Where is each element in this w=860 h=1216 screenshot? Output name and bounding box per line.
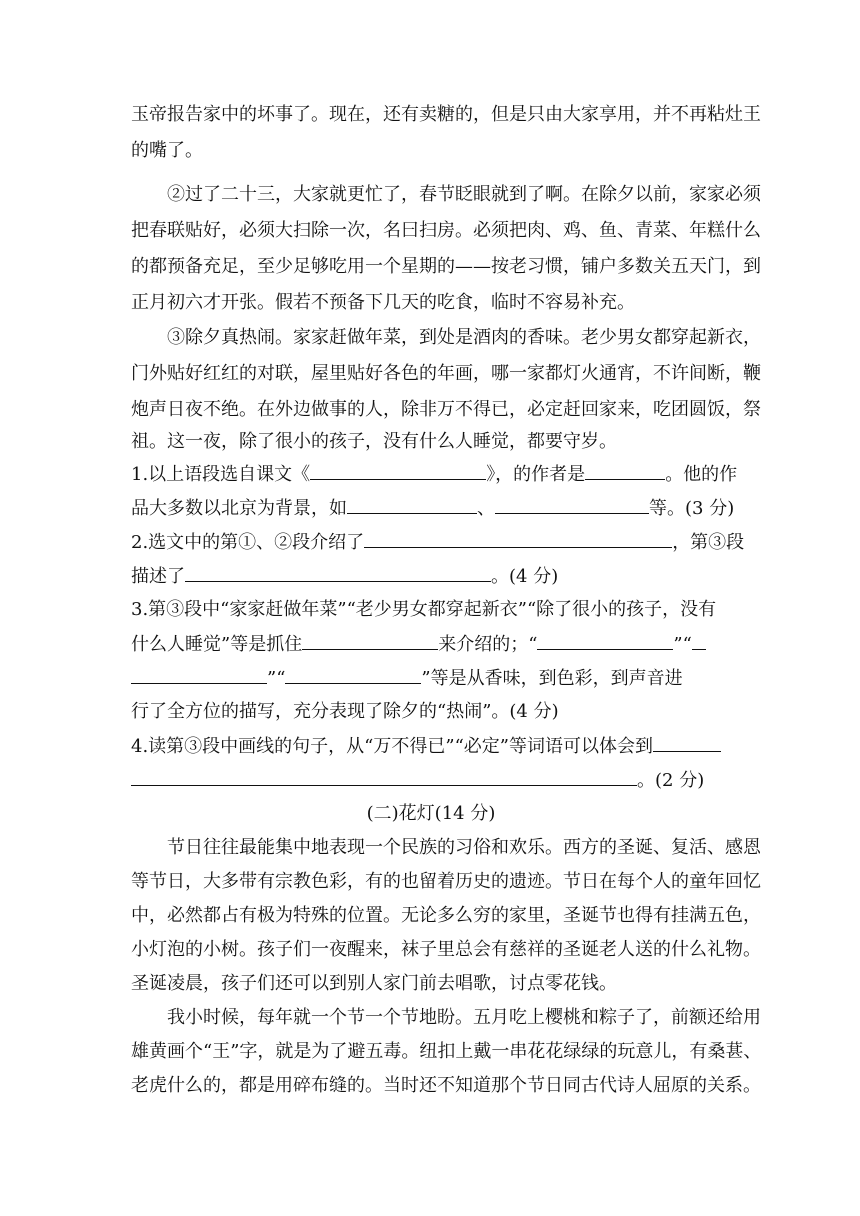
answer-blank[interactable] [310,462,486,480]
answer-blank[interactable] [185,564,491,582]
text-line: 中，必然都占有极为特殊的位置。无论多么穷的家里，圣诞节也得有挂满五色， [131,905,761,926]
answer-blank[interactable] [364,530,672,548]
text-line: 节日往往最能集中地表现一个民族的习俗和欢乐。西方的圣诞、复活、感恩 [167,837,761,858]
question-3: 3.第③段中“家家赶做年菜”“老少男女都穿起新衣”“除了很小的孩子，没有 [131,599,717,620]
text-line: 等节日，大多带有宗教色彩，有的也留着历史的遗迹。节日在每个人的童年回忆 [131,871,761,892]
text-line: 圣诞凌晨，孩子们还可以到别人家门前去唱歌，讨点零花钱。 [131,973,617,994]
question-3-cont: ”“ ”等是从香味，到色彩，到声音进 [131,666,683,690]
text-line: 小灯泡的小树。孩子们一夜醒来，袜子里总会有慈祥的圣诞老人送的什么礼物。 [131,939,761,960]
question-4-cont: 。(2 分) [131,768,704,792]
answer-blank[interactable] [285,666,421,684]
text-line: 把春联贴好，必须大扫除一次，名曰扫房。必须把肉、鸡、鱼、青菜、年糕什么 [131,220,761,241]
text-line: 正月初六才开张。假若不预备下几天的吃食，临时不容易补充。 [131,292,635,313]
question-3-cont: 什么人睡觉”等是抓住 来介绍的；“ ”“ [131,632,706,656]
answer-blank[interactable] [537,632,673,650]
question-1-cont: 品大多数以北京为背景，如 、 等。(3 分) [131,498,735,519]
text-line: 玉帝报告家中的坏事了。现在，还有卖糖的，但是只由大家享用，并不再粘灶王 [131,104,761,125]
question-2: 2.选文中的第①、②段介绍了 ，第③段 [131,532,745,553]
section-title: (二)花灯(14 分) [366,803,496,824]
text-line: ③除夕真热闹。家家赶做年菜，到处是酒肉的香味。老少男女都穿起新衣， [167,327,761,348]
text-line: 我小时候，每年就一个节一个节地盼。五月吃上樱桃和粽子了，前额还给用 [167,1007,761,1028]
question-1: 1.以上语段选自课文《 》，的作者是 。他的作 [131,464,738,485]
text-line: 炮声日夜不绝。在外边做事的人，除非万不得已，必定赶回家来，吃团圆饭，祭 [131,399,761,420]
text-line: 门外贴好红红的对联，屋里贴好各色的年画，哪一家都灯火通宵，不许间断，鞭 [131,363,761,384]
text-line: 祖。这一夜，除了很小的孩子，没有什么人睡觉，都要守岁。 [131,431,617,452]
text-line: ②过了二十三，大家就更忙了，春节眨眼就到了啊。在除夕以前，家家必须 [167,184,761,205]
answer-blank[interactable] [692,632,706,650]
answer-blank[interactable] [131,768,637,786]
answer-blank[interactable] [653,734,721,752]
text-line: 雄黄画个“王”字，就是为了避五毒。纽扣上戴一串花花绿绿的玩意儿，有桑葚、 [131,1041,762,1062]
text-line: 老虎什么的，都是用碎布缝的。当时还不知道那个节日同古代诗人屈原的关系。 [131,1075,761,1096]
answer-blank[interactable] [131,666,267,684]
text-line: 的嘴了。 [131,140,203,161]
question-4: 4.读第③段中画线的句子，从“万不得已”“必定”等词语可以体会到 [131,734,721,758]
question-2-cont: 描述了 。(4 分) [131,566,559,587]
answer-blank[interactable] [347,496,477,514]
answer-blank[interactable] [495,496,649,514]
question-3-cont: 行了全方位的描写，充分表现了除夕的“热闹”。(4 分) [131,701,559,722]
answer-blank[interactable] [302,632,438,650]
text-line: 的都预备充足，至少足够吃用一个星期的——按老习惯，铺户多数关五天门，到 [131,256,761,277]
answer-blank[interactable] [585,462,665,480]
